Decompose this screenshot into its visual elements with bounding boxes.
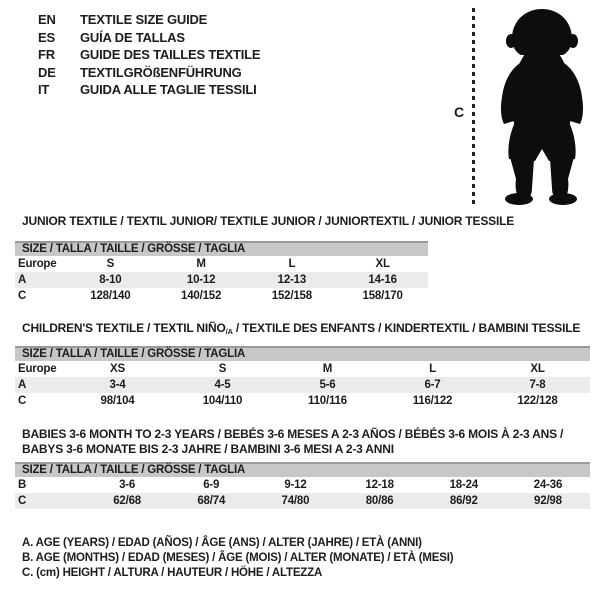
age-cell: 3-6 bbox=[119, 479, 136, 491]
table-row-europe bbox=[15, 256, 428, 272]
babies-size-table bbox=[15, 462, 590, 509]
lang-code: ES bbox=[38, 29, 55, 45]
height-cell: 116/122 bbox=[412, 395, 453, 407]
age-cell: 12-18 bbox=[365, 479, 394, 491]
table-row-height bbox=[15, 493, 590, 509]
table-row-age bbox=[15, 377, 590, 393]
lang-label: GUIDA ALLE TAGLIE TESSILI bbox=[80, 82, 257, 98]
size-header-bar: SIZE / TALLA / TAILLE / GRÖSSE / TAGLIA bbox=[15, 346, 590, 361]
lang-code: DE bbox=[38, 64, 56, 80]
table-row-height bbox=[15, 393, 590, 409]
size-header-bar: SIZE / TALLA / TAILLE / GRÖSSE / TAGLIA bbox=[15, 462, 590, 477]
age-cell: 12-13 bbox=[277, 274, 307, 286]
row-label: C bbox=[18, 290, 27, 302]
lang-label: TEXTILE SIZE GUIDE bbox=[80, 12, 208, 27]
children-section-title bbox=[22, 321, 580, 336]
age-cell: 9-12 bbox=[284, 479, 307, 491]
lang-label: GUIDE DES TAILLES TEXTILE bbox=[80, 47, 261, 63]
size-cell: L bbox=[429, 363, 436, 375]
age-cell: 8-10 bbox=[99, 274, 122, 286]
children-title-subscript: /A bbox=[225, 327, 233, 336]
lang-code: EN bbox=[38, 12, 56, 27]
lang-row-de bbox=[38, 64, 260, 82]
size-cell: L bbox=[288, 258, 296, 270]
lang-row-es bbox=[38, 29, 260, 47]
age-cell: 3-4 bbox=[109, 379, 126, 391]
table-row-age bbox=[15, 272, 428, 288]
height-cell: 62/68 bbox=[113, 495, 141, 507]
height-cell: 122/128 bbox=[517, 395, 558, 407]
height-cell: 86/92 bbox=[449, 495, 478, 507]
height-cell: 152/158 bbox=[271, 290, 312, 302]
age-cell: 7-8 bbox=[529, 379, 546, 391]
children-title-prefix: CHILDREN'S TEXTILE / TEXTIL NIÑO bbox=[22, 321, 226, 335]
height-cell: 74/80 bbox=[281, 495, 310, 507]
size-cell: S bbox=[218, 363, 227, 375]
height-cell: 140/152 bbox=[181, 290, 222, 302]
junior-size-table bbox=[15, 241, 428, 304]
row-label: C bbox=[18, 495, 27, 507]
row-label: B bbox=[18, 479, 27, 491]
age-cell: 6-7 bbox=[424, 379, 441, 391]
legend-line-b: B. AGE (MONTHS) / EDAD (MESES) / ÂGE (MOIS) / ALTER (MONATE) / ETÀ (MESI) bbox=[22, 552, 454, 564]
height-cell: 110/116 bbox=[308, 395, 347, 407]
height-cell: 68/74 bbox=[197, 495, 226, 507]
height-cell: 92/98 bbox=[534, 495, 562, 507]
table-row-height bbox=[15, 288, 428, 304]
row-label: A bbox=[18, 274, 27, 286]
size-cell: XS bbox=[110, 363, 125, 375]
children-size-table bbox=[15, 346, 590, 409]
babies-section-title-line1: BABIES 3-6 MONTH TO 2-3 YEARS / BEBÉS 3-6 MESES A 2-3 AÑOS / BÉBÉS 3-6 MOIS À 2-3 ANS / bbox=[22, 427, 564, 441]
age-cell: 14-16 bbox=[368, 274, 397, 286]
age-cell: 4-5 bbox=[214, 379, 231, 391]
age-cell: 6-9 bbox=[203, 479, 220, 491]
junior-section-title: JUNIOR TEXTILE / TEXTIL JUNIOR/ TEXTILE JUNIOR / JUNIORTEXTIL / JUNIOR TESSILE bbox=[22, 214, 515, 228]
legend-line-a: A. AGE (YEARS) / EDAD (AÑOS) / ÂGE (ANS) / ALTER (JAHRE) / ETÀ (ANNI) bbox=[22, 537, 422, 549]
lang-row-it bbox=[38, 81, 260, 99]
height-cell: 128/140 bbox=[90, 290, 131, 302]
age-cell: 10-12 bbox=[186, 274, 216, 286]
height-cell: 98/104 bbox=[100, 395, 135, 407]
toddler-silhouette-icon bbox=[489, 8, 595, 206]
row-label: Europe bbox=[18, 363, 57, 375]
size-cell: XL bbox=[530, 363, 545, 375]
age-cell: 24-36 bbox=[533, 479, 563, 491]
lang-code: IT bbox=[38, 82, 50, 98]
size-cell: M bbox=[322, 363, 333, 375]
lang-row-fr bbox=[38, 46, 260, 64]
language-header bbox=[38, 11, 260, 99]
table-row-europe bbox=[15, 361, 590, 377]
babies-section-title-line2: BABYS 3-6 MONATE BIS 2-3 JAHRE / BAMBINI 3-6 MESI A 2-3 ANNI bbox=[22, 442, 394, 456]
age-cell: 5-6 bbox=[319, 379, 336, 391]
measure-legend bbox=[22, 536, 453, 581]
row-label: C bbox=[18, 395, 27, 407]
size-header-bar: SIZE / TALLA / TAILLE / GRÖSSE / TAGLIA bbox=[15, 241, 428, 256]
children-title-suffix: / TEXTILE DES ENFANTS / KINDERTEXTIL / BAMBINI TESSILE bbox=[232, 321, 581, 335]
size-cell: M bbox=[196, 258, 206, 270]
lang-code: FR bbox=[38, 47, 55, 63]
lang-row-en bbox=[38, 11, 260, 29]
height-dotted-line bbox=[472, 8, 475, 206]
legend-line-c: C. (cm) HEIGHT / ALTURA / HAUTEUR / HÖHE / ALTEZZA bbox=[22, 567, 323, 579]
age-cell: 18-24 bbox=[449, 479, 478, 491]
size-cell: S bbox=[106, 258, 115, 270]
lang-label: GUÍA DE TALLAS bbox=[80, 29, 185, 45]
row-label: Europe bbox=[18, 258, 57, 270]
height-cell: 80/86 bbox=[365, 495, 394, 507]
row-label: A bbox=[18, 379, 27, 391]
lang-label: TEXTILGRÖßENFÜHRUNG bbox=[80, 64, 242, 80]
table-row-age-months bbox=[15, 477, 590, 493]
height-measure-label: C bbox=[454, 104, 464, 120]
size-cell: XL bbox=[375, 258, 390, 270]
height-cell: 158/170 bbox=[362, 290, 403, 302]
height-cell: 104/110 bbox=[202, 395, 243, 407]
